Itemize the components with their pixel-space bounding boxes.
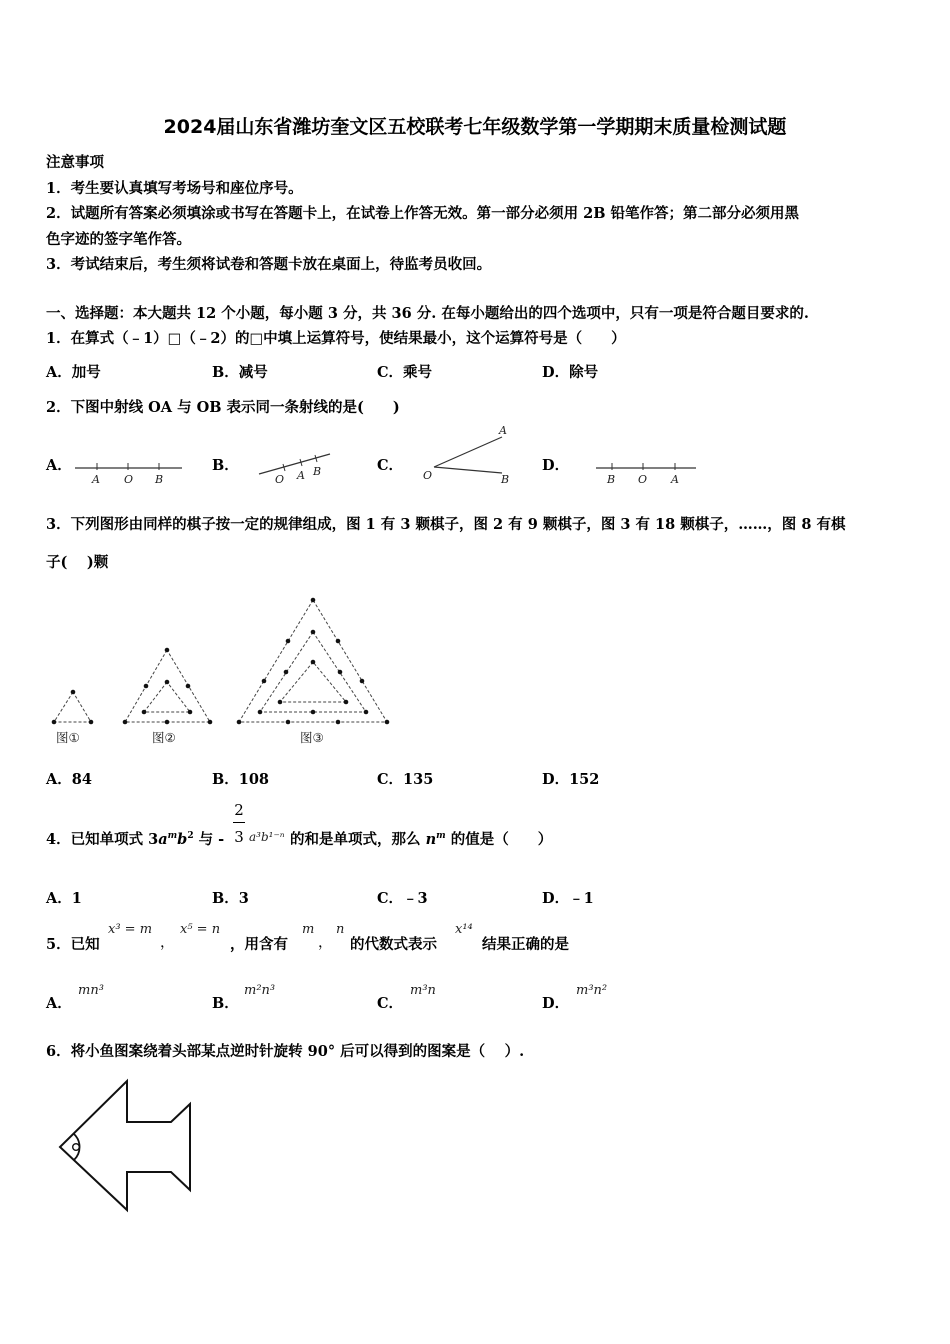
q5-tail: 结果正确的是: [482, 936, 569, 953]
q5-mid-text-2: 的代数式表示: [350, 936, 437, 953]
q3-option-b[interactable]: B．108: [212, 771, 270, 788]
point-label: B: [501, 473, 510, 486]
q4-fraction-bar: [233, 822, 245, 823]
point-label: A: [671, 473, 679, 486]
q4-option-a[interactable]: A．1: [46, 890, 82, 907]
q5-answer-a: mn³: [78, 983, 104, 998]
figure-caption: 图③: [300, 730, 324, 745]
q4-fraction-numerator: 2: [234, 801, 244, 819]
point-label: B: [155, 473, 164, 486]
q4-suffix-text: 的和是单项式，那么: [290, 831, 426, 848]
point-label: B: [607, 473, 616, 486]
q3-option-c[interactable]: C．135: [377, 771, 434, 788]
point-label: O: [275, 473, 285, 486]
q2-option-d[interactable]: D．: [542, 457, 570, 474]
q5-equation-2: x⁵ = n: [180, 922, 221, 937]
q5-option-c[interactable]: C．: [377, 995, 404, 1012]
point-label: A: [499, 424, 507, 437]
q5-separator-2: ，: [318, 935, 333, 951]
note-item: 3．考试结束后，考生须将试卷和答题卡放在桌面上，待监考员收回。: [46, 256, 492, 273]
q2-figure-b: [255, 448, 335, 488]
q3-option-d[interactable]: D．152: [542, 771, 600, 788]
note-item: 1．考生要认真填写考场号和座位序号。: [46, 180, 303, 197]
q3-option-a[interactable]: A．84: [46, 771, 92, 788]
question-2-text: 2．下图中射线 OA 与 OB 表示同一条射线的是( ): [46, 399, 400, 416]
q4-expression-2: a³b¹⁻ⁿ: [249, 830, 285, 844]
notes-heading: 注意事项: [46, 154, 104, 171]
q4-exp-m2: m: [436, 831, 446, 842]
page-title: 2024届山东省潍坊奎文区五校联考七年级数学第一学期期末质量检测试题: [163, 116, 787, 138]
q5-answer-d: m³n²: [576, 983, 608, 998]
point-label: B: [313, 465, 322, 478]
question-3-text-cont: 子( )颗: [46, 554, 109, 571]
point-label: O: [638, 473, 648, 486]
q2-figure-d: [592, 455, 702, 490]
q4-exp-m: m: [167, 831, 178, 842]
q5-separator: ，: [160, 935, 175, 951]
q4-prefix: 4．已知单项式 3: [46, 831, 159, 848]
point-label: A: [92, 473, 100, 486]
q5-answer-c: m³n: [410, 983, 436, 998]
fish-figure: [50, 1070, 200, 1220]
q2-figure-a: [70, 455, 190, 490]
q1-option-a[interactable]: A．加号: [46, 364, 101, 381]
q5-equation-1: x³ = m: [108, 922, 153, 937]
q5-var-n: n: [336, 922, 345, 937]
q4-var-a: a: [158, 831, 168, 848]
q1-option-d[interactable]: D．除号: [542, 364, 599, 381]
q1-option-b[interactable]: B．减号: [212, 364, 268, 381]
q4-fraction-denominator: 3: [234, 828, 244, 846]
q5-answer-b: m²n³: [244, 983, 276, 998]
q2-option-c[interactable]: C．: [377, 457, 404, 474]
q4-option-b[interactable]: B．3: [212, 890, 249, 907]
question-5-prefix: 5．已知: [46, 936, 100, 953]
q4-option-d[interactable]: D．﹣1: [542, 890, 594, 907]
q4-var-n: n: [425, 831, 437, 848]
q5-option-b[interactable]: B．: [212, 995, 239, 1012]
q4-exp-2: 2: [187, 831, 194, 842]
q5-x14: x¹⁴: [455, 922, 473, 937]
q2-option-a[interactable]: A．: [46, 457, 72, 474]
point-label: O: [423, 469, 433, 482]
note-item: 2．试题所有答案必须填涂或书写在答题卡上，在试卷上作答无效。第一部分必须用 2B 铅笔作答；第二部分必须用黑: [46, 205, 800, 222]
q1-option-c[interactable]: C．乘号: [377, 364, 433, 381]
section-heading: 一、选择题：本大题共 12 个小题，每小题 3 分，共 36 分. 在每小题给出的四个选项中，只有一项是符合题目要求的.: [46, 305, 809, 322]
q2-figure-c: [420, 423, 520, 488]
q5-var-m: m: [302, 922, 315, 937]
q5-mid-text: ，用含有: [230, 936, 288, 953]
q4-suffix: [290, 828, 552, 849]
point-label: A: [297, 469, 305, 482]
note-item: 色字迹的签字笔作答。: [46, 231, 191, 248]
q3-pattern-figure: [40, 590, 400, 750]
point-label: O: [124, 473, 134, 486]
figure-caption: 图②: [152, 730, 176, 745]
q2-option-b[interactable]: B．: [212, 457, 239, 474]
q4-var-b: b: [177, 831, 188, 848]
question-6-text: 6．将小鱼图案绕着头部某点逆时针旋转 90° 后可以得到的图案是（ ）.: [46, 1043, 525, 1060]
q4-mid: 与 -: [193, 831, 225, 848]
question-4-text: [46, 828, 224, 849]
figure-caption: 图①: [56, 730, 80, 745]
q5-option-a[interactable]: A．: [46, 995, 72, 1012]
q5-option-d[interactable]: D．: [542, 995, 570, 1012]
q4-tail: 的值是（ ）: [445, 831, 553, 848]
question-3-text: 3．下列图形由同样的棋子按一定的规律组成，图 1 有 3 颗棋子，图 2 有 9 颗棋子，图 3 有 18 颗棋子，……，图 8 有棋: [46, 516, 846, 533]
q4-option-c[interactable]: C．﹣3: [377, 890, 428, 907]
question-1-text: 1．在算式（﹣1）□（﹣2）的□中填上运算符号，使结果最小，这个运算符号是（ ）: [46, 330, 626, 347]
